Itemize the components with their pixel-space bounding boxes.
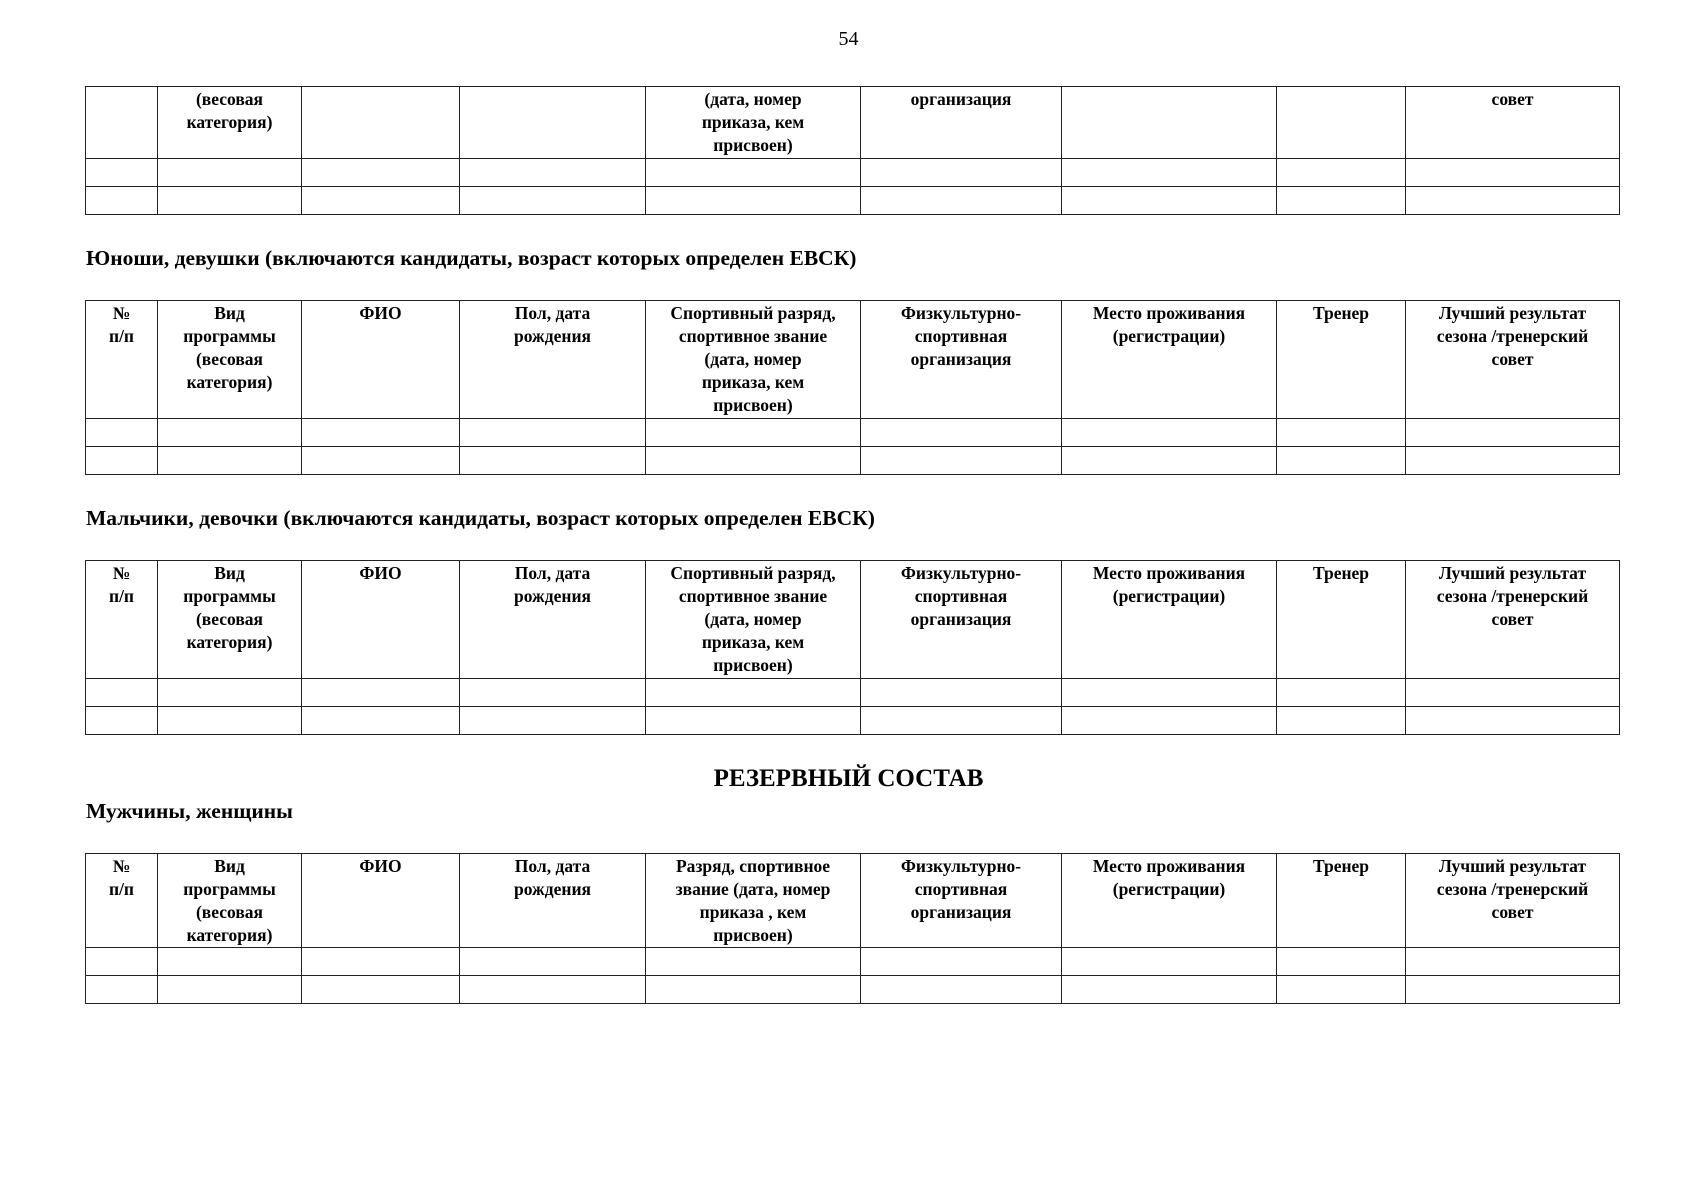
table-cell [158, 976, 302, 1004]
header-cell: Тренер [1277, 301, 1406, 419]
table-cell [646, 447, 861, 475]
table-cell [1062, 419, 1277, 447]
table-row [86, 948, 1620, 976]
table-cell [460, 187, 646, 215]
table-cell [86, 707, 158, 735]
table-cell [1277, 419, 1406, 447]
table-cell [302, 976, 460, 1004]
table-cell [1406, 948, 1620, 976]
table-cell [86, 679, 158, 707]
table-cell [1277, 948, 1406, 976]
table-cell [86, 976, 158, 1004]
table-cell [302, 679, 460, 707]
header-cell: Физкультурно- спортивная организация [861, 301, 1062, 419]
table-cell [158, 707, 302, 735]
table-cell [1277, 187, 1406, 215]
table-cell [1277, 976, 1406, 1004]
header-cell: Спортивный разряд, спортивное звание (дата, номер приказа, кем присвоен) [646, 301, 861, 419]
header-cell: ФИО [302, 301, 460, 419]
section-heading-youth: Юноши, девушки (включаются кандидаты, возраст которых определен ЕВСК) [86, 246, 857, 270]
section-heading-adults: Мужчины, женщины [86, 799, 293, 823]
header-cell: (весовая категория) [158, 87, 302, 159]
header-cell [1062, 87, 1277, 159]
table-cell [1277, 447, 1406, 475]
header-cell: (дата, номер приказа, кем присвоен) [646, 87, 861, 159]
table-cell [1406, 707, 1620, 735]
header-cell: ФИО [302, 561, 460, 679]
table-cell [1062, 679, 1277, 707]
table-row [86, 419, 1620, 447]
table-cell [302, 419, 460, 447]
page-number: 54 [838, 28, 859, 50]
table-cell [646, 187, 861, 215]
table-cell [1406, 679, 1620, 707]
table-cell [1406, 976, 1620, 1004]
header-cell: Место проживания (регистрации) [1062, 301, 1277, 419]
table-cell [460, 159, 646, 187]
table-cell [861, 159, 1062, 187]
table-row [86, 159, 1620, 187]
table-cell [861, 679, 1062, 707]
header-cell: Тренер [1277, 561, 1406, 679]
table-cell [460, 447, 646, 475]
table-cell [1406, 447, 1620, 475]
header-cell: Лучший результат сезона /тренерский совет [1406, 854, 1620, 948]
table-cell [460, 948, 646, 976]
header-cell: совет [1406, 87, 1620, 159]
table-cell [646, 419, 861, 447]
header-cell: Тренер [1277, 854, 1406, 948]
table-cell [646, 948, 861, 976]
header-cell: Пол, дата рождения [460, 301, 646, 419]
header-cell: Вид программы (весовая категория) [158, 301, 302, 419]
children-table [85, 560, 1620, 735]
table-cell [861, 948, 1062, 976]
header-cell: № п/п [86, 561, 158, 679]
header-cell [1277, 87, 1406, 159]
table-cell [861, 187, 1062, 215]
table-cell [1062, 159, 1277, 187]
table-cell [861, 447, 1062, 475]
header-cell: Физкультурно- спортивная организация [861, 854, 1062, 948]
table-cell [861, 976, 1062, 1004]
table-cell [1406, 187, 1620, 215]
table-cell [1406, 419, 1620, 447]
table-cell [302, 707, 460, 735]
table-cell [1062, 948, 1277, 976]
table-cell [302, 187, 460, 215]
table-cell [86, 948, 158, 976]
table-cell [158, 447, 302, 475]
header-cell: Лучший результат сезона /тренерский совет [1406, 561, 1620, 679]
table-cell [158, 187, 302, 215]
header-cell: № п/п [86, 854, 158, 948]
table-cell [302, 447, 460, 475]
header-cell: Спортивный разряд, спортивное звание (дата, номер приказа, кем присвоен) [646, 561, 861, 679]
continued-table [85, 86, 1620, 215]
header-cell [460, 87, 646, 159]
header-cell: Разряд, спортивное звание (дата, номер приказа , кем присвоен) [646, 854, 861, 948]
header-cell: Вид программы (весовая категория) [158, 561, 302, 679]
table-header-row [86, 854, 1620, 948]
table-row [86, 187, 1620, 215]
table-cell [1062, 976, 1277, 1004]
table-cell [86, 419, 158, 447]
table-row [86, 447, 1620, 475]
table-cell [1277, 707, 1406, 735]
header-cell: организация [861, 87, 1062, 159]
header-cell [302, 87, 460, 159]
table-cell [1277, 679, 1406, 707]
table-cell [646, 976, 861, 1004]
reserve-table [85, 853, 1620, 1004]
header-cell: Вид программы (весовая категория) [158, 854, 302, 948]
table-cell [1277, 159, 1406, 187]
header-cell: Место проживания (регистрации) [1062, 561, 1277, 679]
table-cell [158, 419, 302, 447]
section-heading-children: Мальчики, девочки (включаются кандидаты, возраст которых определен ЕВСК) [86, 506, 875, 530]
table-cell [861, 707, 1062, 735]
table-cell [86, 159, 158, 187]
table-header-row [86, 561, 1620, 679]
header-cell: Пол, дата рождения [460, 561, 646, 679]
table-cell [1062, 707, 1277, 735]
header-cell: № п/п [86, 301, 158, 419]
header-cell: Место проживания (регистрации) [1062, 854, 1277, 948]
table-row [86, 976, 1620, 1004]
table-cell [302, 948, 460, 976]
table-cell [158, 679, 302, 707]
table-cell [460, 679, 646, 707]
table-cell [646, 679, 861, 707]
table-cell [460, 707, 646, 735]
table-cell [302, 159, 460, 187]
table-cell [460, 419, 646, 447]
table-cell [86, 187, 158, 215]
table-cell [861, 419, 1062, 447]
table-cell [158, 948, 302, 976]
youth-table [85, 300, 1620, 475]
table-cell [646, 159, 861, 187]
header-cell: Пол, дата рождения [460, 854, 646, 948]
table-header-row [86, 301, 1620, 419]
table-row [86, 679, 1620, 707]
table-cell [1406, 159, 1620, 187]
table-cell [1062, 447, 1277, 475]
table-row [86, 707, 1620, 735]
table-cell [1062, 187, 1277, 215]
table-cell [86, 447, 158, 475]
header-cell: Лучший результат сезона /тренерский совет [1406, 301, 1620, 419]
table-header-row [86, 87, 1620, 159]
table-cell [158, 159, 302, 187]
table-cell [646, 707, 861, 735]
reserve-title: РЕЗЕРВНЫЙ СОСТАВ [713, 765, 984, 792]
header-cell: ФИО [302, 854, 460, 948]
table-cell [460, 976, 646, 1004]
header-cell: Физкультурно- спортивная организация [861, 561, 1062, 679]
header-cell [86, 87, 158, 159]
